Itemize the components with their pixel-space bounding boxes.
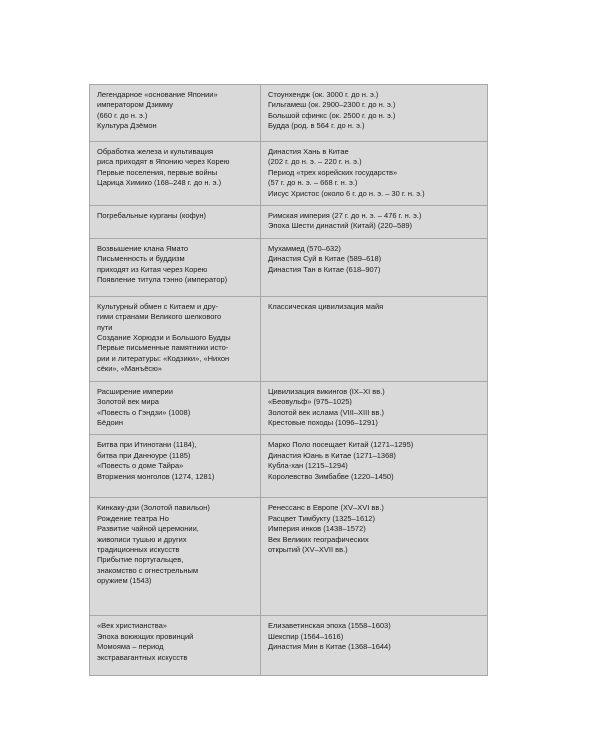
table-row — [90, 238, 488, 296]
cell-text-line: экстравагантных искусств — [97, 652, 188, 662]
cell-text-line: Империя инков (1438–1572) — [268, 524, 366, 534]
cell-text-line: Цивилизация викингов (IX–XI вв.) — [268, 386, 385, 396]
cell-text-line: Династия Хань в Китае — [268, 147, 349, 156]
world-events-cell — [261, 85, 488, 142]
cell-text-line: Эпоха Шести династий (Китай) (220–589) — [268, 221, 413, 231]
japan-events-cell — [90, 238, 261, 296]
world-events-cell — [261, 296, 488, 381]
cell-text-line: Возвышение клана Ямато — [97, 243, 189, 253]
cell-text-line: Момояма – период — [97, 642, 164, 652]
world-events-cell — [261, 616, 488, 676]
world-events-cell — [261, 206, 488, 239]
timeline-table — [89, 84, 488, 676]
cell-text-line: Первые поселения, первые войны — [97, 167, 218, 177]
table-row — [90, 616, 488, 676]
cell-text-line: «Беовульф» (975–1025) — [268, 397, 352, 407]
cell-text-line: Династия Тан в Китае (618–907) — [268, 264, 381, 274]
cell-text-line: Ренессанс в Европе (XV–XVI вв.) — [268, 503, 384, 513]
cell-text-line: Прибытие португальцев, — [97, 555, 184, 565]
cell-text-line: Будда (род. в 564 г. до н. э.) — [268, 121, 365, 131]
cell-text-line: Крестовые походы (1096–1291) — [268, 417, 378, 427]
cell-text-line: Погребальные курганы (кофун) — [97, 211, 206, 221]
cell-text-line: Расцвет Тимбукту (1325–1612) — [268, 513, 375, 523]
cell-text-line: Появление титула тэнно (император) — [97, 275, 228, 285]
cell-text-line: (57 г. до н. э. – 668 г. н. э.) — [268, 178, 358, 188]
cell-text-line: Римская империя (27 г. до н. э. – 476 г. н. э.) — [268, 211, 422, 221]
table-row — [90, 142, 488, 206]
cell-text-line: Классическая цивилизация майя — [268, 301, 384, 311]
cell-text-line: Королевство Зимбабве (1220–1450) — [268, 471, 394, 481]
world-events-cell — [261, 142, 488, 206]
cell-text-line: Рождение театра Но — [97, 513, 169, 523]
cell-text-line: приходят из Китая через Корею — [97, 264, 208, 274]
japan-events-cell — [90, 206, 261, 239]
cell-text-line: Кубла-хан (1215–1294) — [268, 461, 348, 471]
cell-text-line: Культурный обмен с Китаем и дру- — [97, 301, 218, 311]
world-events-cell — [261, 238, 488, 296]
cell-text-line: Легендарное «основание Японии» — [97, 90, 218, 99]
cell-text-line: Развитие чайной церемонии, — [97, 524, 199, 534]
cell-text-line: императором Дзимму — [97, 100, 173, 110]
table-row — [90, 435, 488, 498]
japan-events-cell — [90, 498, 261, 616]
cell-text-line: Век Великих географических — [268, 534, 369, 544]
cell-text-line: риса приходят в Японию через Корею — [97, 157, 230, 167]
cell-text-line: Бёдоин — [97, 417, 123, 427]
cell-text-line: Создание Хорюдзи и Большого Будды — [97, 333, 231, 343]
cell-text-line: живописи тушью и других — [97, 534, 187, 544]
cell-text-line: Первые письменные памятники исто- — [97, 343, 229, 353]
cell-text-line: Мухаммед (570–632) — [268, 243, 341, 253]
cell-text-line: Культура Дзёмон — [97, 121, 157, 131]
cell-text-line: Большой сфинкс (ок. 2500 г. до н. э.) — [268, 110, 396, 120]
table-row — [90, 381, 488, 435]
cell-text-line: знакомство с огнестрельным — [97, 565, 199, 575]
world-events-cell — [261, 498, 488, 616]
timeline-body — [90, 85, 488, 676]
japan-events-cell — [90, 381, 261, 435]
cell-text-line: Эпоха воюющих провинций — [97, 631, 194, 641]
table-row — [90, 296, 488, 381]
table-row — [90, 206, 488, 239]
cell-text-line: Царица Химико (168–248 г. до н. э.) — [97, 178, 222, 188]
cell-text-line: традиционных искусств — [97, 544, 180, 554]
japan-events-cell — [90, 85, 261, 142]
cell-text-line: сёки», «Манъёсю» — [97, 364, 162, 374]
cell-text-line: Стоунхендж (ок. 3000 г. до н. э.) — [268, 90, 379, 99]
cell-text-line: (660 г. до н. э.) — [97, 110, 148, 120]
cell-text-line: рии и литературы: «Кодзики», «Нихон — [97, 353, 230, 363]
japan-events-cell — [90, 435, 261, 498]
cell-text-line: Обработка железа и культивация — [97, 147, 214, 156]
japan-events-cell — [90, 296, 261, 381]
cell-text-line: оружием (1543) — [97, 576, 152, 586]
cell-text-line: Кинкаку-дзи (Золотой павильон) — [97, 503, 210, 513]
cell-text-line: Династия Мин в Китае (1368–1644) — [268, 642, 391, 652]
cell-text-line: «Повесть о доме Тайра» — [97, 461, 184, 471]
world-events-cell — [261, 381, 488, 435]
cell-text-line: Период «трех корейских государств» — [268, 167, 398, 177]
cell-text-line: Марко Поло посещает Китай (1271–1295) — [268, 440, 414, 450]
japan-events-cell — [90, 142, 261, 206]
cell-text-line: Битва при Итинотани (1184), — [97, 440, 197, 450]
cell-text-line: Расширение империи — [97, 386, 173, 396]
cell-text-line: пути — [97, 322, 113, 332]
table-row — [90, 85, 488, 142]
cell-text-line: гими странами Великого шелкового — [97, 312, 222, 322]
cell-text-line: Письменность и буддизм — [97, 254, 185, 264]
cell-text-line: Шекспир (1564–1616) — [268, 631, 344, 641]
cell-text-line: Золотой век ислама (VIII–XIII вв.) — [268, 407, 384, 417]
cell-text-line: «Век христианства» — [97, 621, 167, 631]
cell-text-line: Иисус Христос (около 6 г. до н. э. – 30 г. н. э.) — [268, 188, 425, 198]
cell-text-line: Вторжения монголов (1274, 1281) — [97, 471, 215, 481]
cell-text-line: Династия Юань в Китае (1271–1368) — [268, 450, 396, 460]
cell-text-line: Елизаветинская эпоха (1558–1603) — [268, 621, 391, 631]
cell-text-line: (202 г. до н. э. – 220 г. н. э.) — [268, 157, 362, 167]
cell-text-line: открытий (XV–XVII вв.) — [268, 544, 348, 554]
cell-text-line: Династия Суй в Китае (589–618) — [268, 254, 382, 264]
cell-text-line: Гильгамеш (ок. 2900–2300 г. до н. э.) — [268, 100, 396, 110]
world-events-cell — [261, 435, 488, 498]
table-row — [90, 498, 488, 616]
cell-text-line: битва при Данноуре (1185) — [97, 450, 191, 460]
japan-events-cell — [90, 616, 261, 676]
cell-text-line: Золотой век мира — [97, 397, 159, 407]
cell-text-line: «Повесть о Гэндзи» (1008) — [97, 407, 191, 417]
